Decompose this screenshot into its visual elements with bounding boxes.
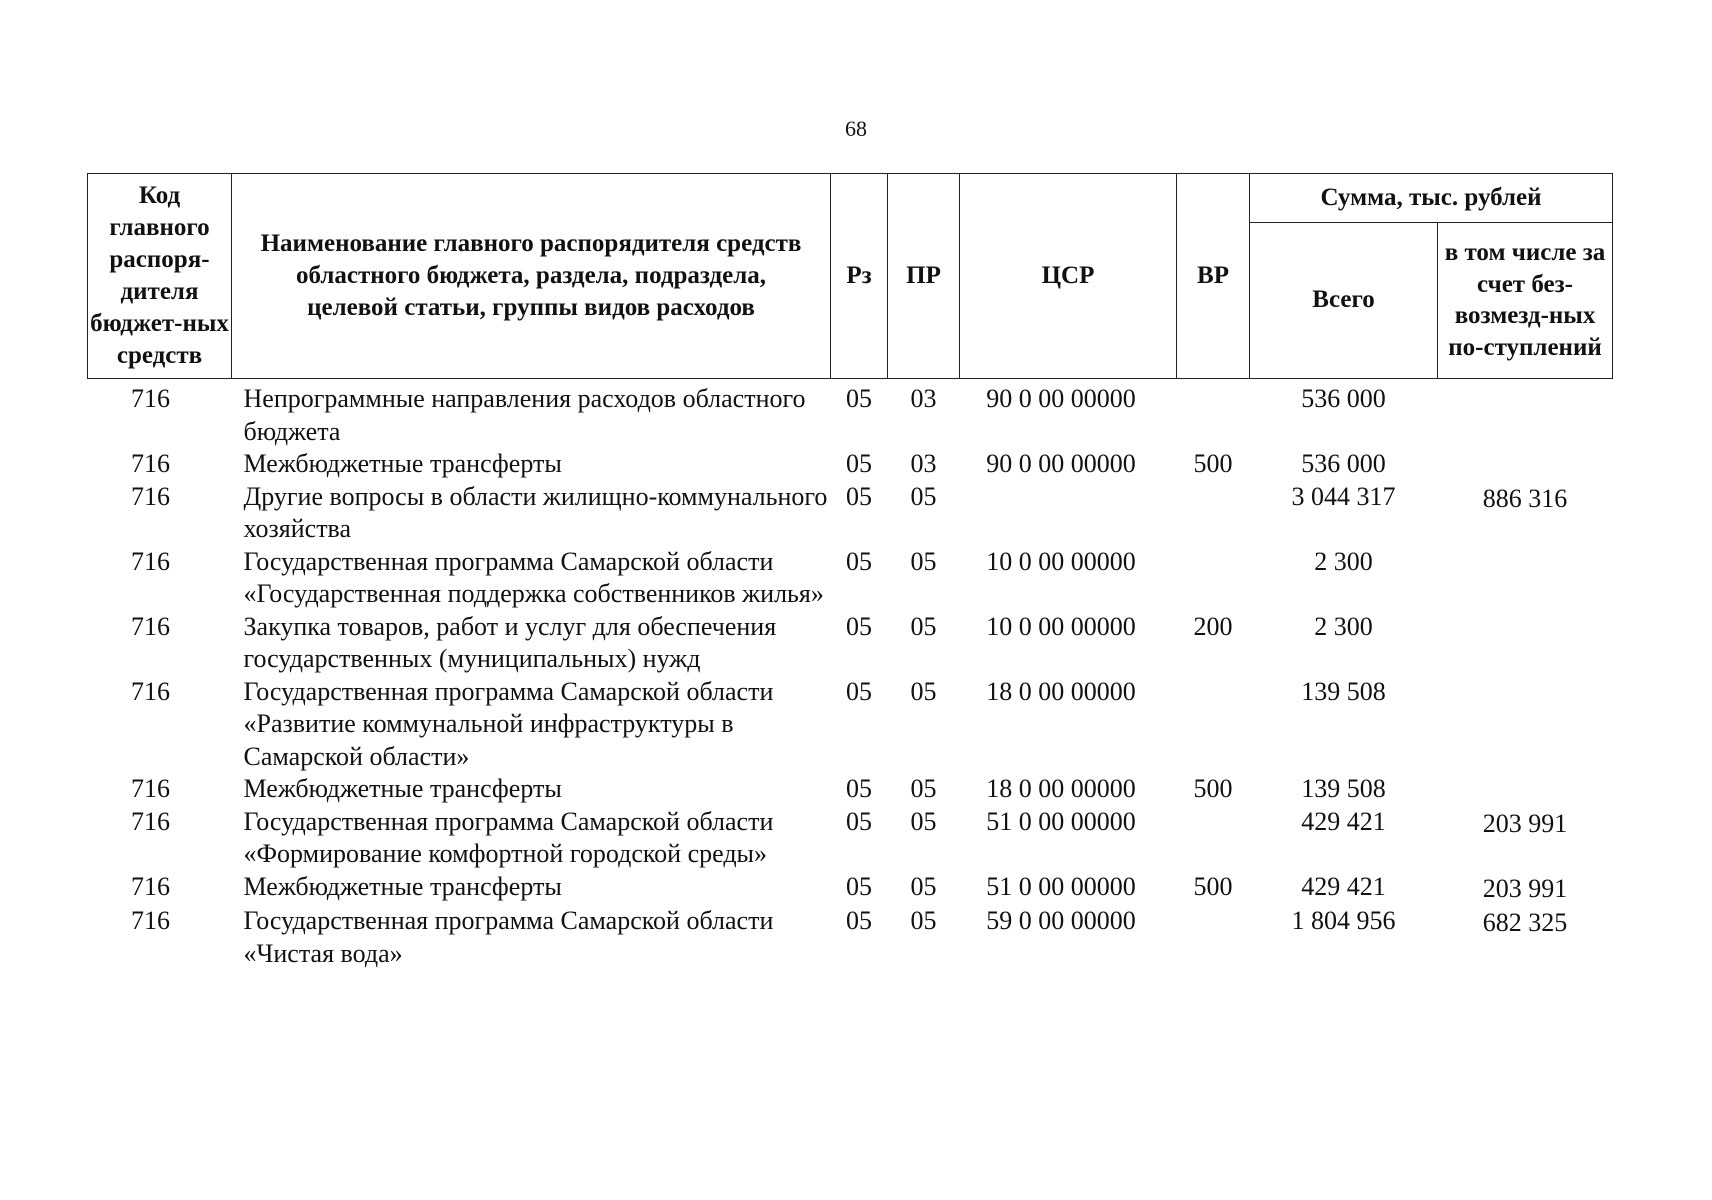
row-code: 716	[131, 546, 170, 576]
row-csr	[960, 481, 1177, 546]
row-csr: 51 0 00 00000	[986, 806, 1136, 836]
row-name: Непрограммные направления расходов областного бюджета	[243, 384, 806, 446]
table-row	[88, 905, 1613, 970]
row-nonrepayable: 682 325	[1482, 908, 1568, 937]
row-vr	[1177, 481, 1250, 546]
row-name: Межбюджетные трансферты	[243, 871, 562, 901]
header-csr: ЦСР	[960, 174, 1177, 379]
row-pr: 05	[910, 546, 937, 576]
header-total: Всего	[1250, 222, 1438, 378]
row-total: 3 044 317	[1291, 481, 1396, 511]
table-row	[88, 871, 1613, 906]
row-vr	[1177, 676, 1250, 774]
table-row	[88, 676, 1613, 774]
row-csr: 90 0 00 00000	[986, 384, 1136, 413]
row-vr	[1177, 379, 1250, 449]
row-csr: 10 0 00 00000	[986, 611, 1136, 641]
row-name: Государственная программа Самарской области «Государственная поддержка собственников жилья»	[243, 546, 824, 608]
row-total: 536 000	[1301, 384, 1386, 413]
header-code: Код главного распоря-дителя бюджет-ных средств	[88, 174, 232, 379]
page-number: 68	[845, 116, 867, 141]
row-rz: 05	[846, 546, 872, 576]
header-vr: ВР	[1177, 174, 1250, 379]
row-code: 716	[131, 449, 170, 478]
row-total: 429 421	[1301, 806, 1386, 836]
row-vr: 200	[1193, 611, 1233, 641]
table-row	[88, 611, 1613, 676]
row-pr: 05	[910, 481, 937, 511]
row-vr	[1177, 546, 1250, 611]
row-pr: 05	[910, 806, 937, 836]
row-nonrepayable: 203 991	[1482, 808, 1568, 838]
row-pr: 05	[910, 676, 937, 706]
row-csr: 18 0 00 00000	[986, 774, 1136, 803]
row-name: Государственная программа Самарской области «Чистая вода»	[243, 906, 774, 968]
row-nonrepayable	[1438, 611, 1613, 676]
table-body	[88, 379, 1613, 971]
row-nonrepayable	[1438, 773, 1613, 806]
table-header	[88, 174, 1613, 379]
row-code: 716	[131, 806, 170, 836]
row-total: 139 508	[1301, 676, 1386, 706]
row-vr	[1177, 806, 1250, 871]
row-total: 429 421	[1301, 871, 1386, 901]
row-pr: 05	[910, 906, 937, 935]
header-rz: Рз	[831, 174, 888, 379]
row-pr: 03	[910, 449, 937, 478]
budget-table	[87, 173, 1613, 970]
row-csr: 10 0 00 00000	[986, 546, 1136, 576]
row-vr: 500	[1193, 774, 1233, 803]
row-nonrepayable	[1438, 676, 1613, 774]
row-code: 716	[131, 676, 170, 706]
row-rz: 05	[846, 449, 872, 478]
row-nonrepayable	[1438, 546, 1613, 611]
row-vr	[1177, 905, 1250, 970]
row-rz: 05	[846, 806, 872, 836]
row-name: Межбюджетные трансферты	[243, 449, 562, 478]
row-rz: 05	[846, 481, 872, 511]
row-rz: 05	[846, 774, 872, 803]
header-nonrepayable: в том числе за счет без-возмезд-ных по-ступлений	[1438, 222, 1613, 378]
row-total: 2 300	[1314, 611, 1373, 641]
row-nonrepayable	[1438, 448, 1613, 481]
row-total: 139 508	[1301, 774, 1386, 803]
row-rz: 05	[846, 871, 872, 901]
row-total: 536 000	[1301, 449, 1386, 478]
row-total: 1 804 956	[1291, 906, 1396, 935]
row-csr: 18 0 00 00000	[986, 676, 1136, 706]
row-name: Другие вопросы в области жилищно-коммунального хозяйства	[243, 481, 828, 543]
row-vr: 500	[1193, 449, 1233, 478]
row-pr: 05	[910, 871, 937, 901]
row-code: 716	[131, 481, 170, 511]
table-row	[88, 773, 1613, 806]
row-rz: 05	[846, 384, 872, 413]
table-row	[88, 448, 1613, 481]
row-name: Межбюджетные трансферты	[243, 774, 562, 803]
row-nonrepayable: 886 316	[1482, 483, 1568, 513]
row-nonrepayable	[1438, 379, 1613, 449]
row-csr: 90 0 00 00000	[986, 449, 1136, 478]
row-pr: 05	[910, 774, 937, 803]
row-pr: 03	[910, 384, 937, 413]
row-code: 716	[131, 871, 170, 901]
row-rz: 05	[846, 906, 872, 935]
row-code: 716	[131, 774, 170, 803]
table-row	[88, 481, 1613, 546]
table-row	[88, 546, 1613, 611]
row-name: Государственная программа Самарской области «Формирование комфортной городской среды»	[243, 806, 774, 868]
row-nonrepayable: 203 991	[1482, 873, 1568, 903]
row-name: Государственная программа Самарской области «Развитие коммунальной инфраструктуры в Самарской области»	[243, 676, 774, 771]
header-pr: ПР	[888, 174, 960, 379]
table-row	[88, 806, 1613, 871]
row-vr: 500	[1193, 871, 1233, 901]
header-sum: Сумма, тыс. рублей	[1250, 174, 1613, 223]
row-csr: 51 0 00 00000	[986, 871, 1136, 901]
row-code: 716	[131, 906, 170, 935]
table-row	[88, 379, 1613, 449]
row-pr: 05	[910, 611, 937, 641]
row-name: Закупка товаров, работ и услуг для обеспечения государственных (муниципальных) нужд	[243, 611, 777, 673]
row-rz: 05	[846, 611, 872, 641]
row-rz: 05	[846, 676, 872, 706]
row-total: 2 300	[1314, 546, 1373, 576]
header-name: Наименование главного распорядителя средств областного бюджета, раздела, подраздела, целевой статьи, группы видов расходов	[232, 174, 831, 379]
row-csr: 59 0 00 00000	[986, 906, 1136, 935]
row-code: 716	[131, 611, 170, 641]
row-code: 716	[131, 384, 170, 413]
